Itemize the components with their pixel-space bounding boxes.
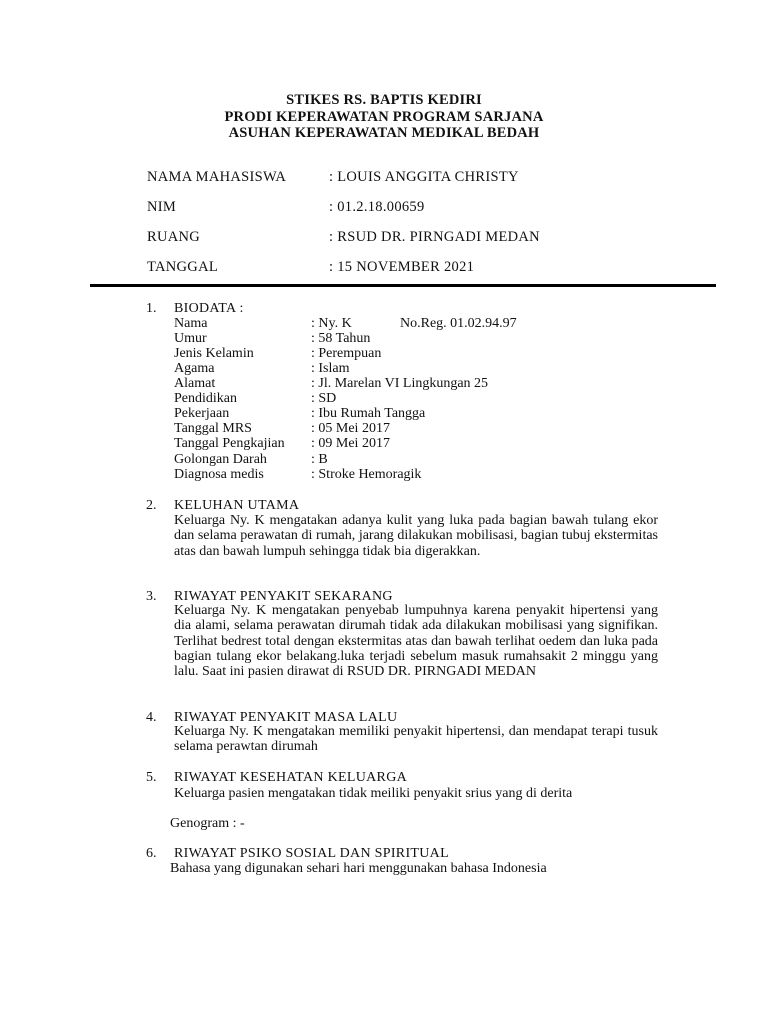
sekarang-text: Keluarga Ny. K mengatakan penyebab lumpuhnya karena penyakit hipertensi yang dia alami, selama perawatan dirumah tidak ada dilakukan mobilisasi yang signifikan. Terlihat bedrest total dengan ekstermitas atas dan bawah terlihat oedem dan luka pada bagian tulang ekor belakang.luka terjadi sebelum masuk rumahsakit 2 minggu yang lalu. Saat ini pasien dirawat di RSUD DR. PIRNGADI MEDAN	[174, 603, 658, 680]
header-institution: STIKES RS. BAPTIS KEDIRI	[286, 92, 482, 108]
nim-value: : 01.2.18.00659	[329, 199, 425, 215]
keluhan-text: Keluarga Ny. K mengatakan adanya kulit yang luka pada bagian bawah tulang ekor dan selama perawatan di rumah, jarang dilakukan mobilisasi, bagian tubuj ekstermitas atas dan bawah lumpuh sehingga tidak bia digerakkan.	[174, 513, 658, 559]
lalu-text: Keluarga Ny. K mengatakan memiliki penyakit hipertensi, dan mendapat terapi tusuk selama perawtan dirumah	[174, 724, 658, 755]
section-number: 4.	[146, 710, 157, 725]
room-value: : RSUD DR. PIRNGADI MEDAN	[329, 229, 540, 245]
bio-value-tanggal-pengkajian: : 09 Mei 2017	[311, 436, 390, 451]
bio-value-pekerjaan: : Ibu Rumah Tangga	[311, 406, 426, 421]
bio-label-tanggal-pengkajian: Tanggal Pengkajian	[174, 436, 285, 451]
bio-value-tanggal-mrs: : 05 Mei 2017	[311, 421, 390, 436]
bio-value-pendidikan: : SD	[311, 391, 337, 406]
bio-label-pekerjaan: Pekerjaan	[174, 406, 230, 421]
keluarga-title: RIWAYAT KESEHATAN KELUARGA	[174, 770, 408, 785]
date-label: TANGGAL	[147, 259, 219, 275]
bio-value-alamat: : Jl. Marelan VI Lingkungan 25	[311, 376, 489, 391]
sekarang-title: RIWAYAT PENYAKIT SEKARANG	[174, 589, 393, 604]
section-number: 1.	[146, 301, 157, 316]
bio-value-umur: : 58 Tahun	[311, 331, 371, 346]
bio-label-golongan-darah: Golongan Darah	[174, 452, 267, 467]
lalu-title: RIWAYAT PENYAKIT MASA LALU	[174, 710, 398, 725]
psiko-title: RIWAYAT PSIKO SOSIAL DAN SPIRITUAL	[174, 846, 449, 861]
section-number: 3.	[146, 589, 157, 604]
bio-value-jenis-kelamin: : Perempuan	[311, 346, 382, 361]
keluarga-text: Keluarga pasien mengatakan tidak meiliki penyakit srius yang di derita	[174, 786, 573, 801]
header-divider	[90, 284, 716, 287]
bio-value-diagnosa: : Stroke Hemoragik	[311, 467, 422, 482]
student-name-label: NAMA MAHASISWA	[147, 169, 287, 185]
bio-label-jenis-kelamin: Jenis Kelamin	[174, 346, 254, 361]
bio-label-pendidikan: Pendidikan	[174, 391, 237, 406]
room-label: RUANG	[147, 229, 201, 245]
section-number: 2.	[146, 498, 157, 513]
header-course: ASUHAN KEPERAWATAN MEDIKAL BEDAH	[228, 125, 540, 141]
genogram-line: Genogram : -	[170, 816, 245, 831]
bio-label-diagnosa: Diagnosa medis	[174, 467, 264, 482]
section-number: 6.	[146, 846, 157, 861]
bio-value-golongan-darah: : B	[311, 452, 328, 467]
bio-label-tanggal-mrs: Tanggal MRS	[174, 421, 252, 436]
bio-value-agama: : Islam	[311, 361, 350, 376]
bio-label-agama: Agama	[174, 361, 215, 376]
date-value: : 15 NOVEMBER 2021	[329, 259, 475, 275]
bio-label-alamat: Alamat	[174, 376, 216, 391]
bio-value-nama: : Ny. K	[311, 316, 352, 331]
nim-label: NIM	[147, 199, 177, 215]
biodata-title: BIODATA :	[174, 301, 244, 316]
psiko-text: Bahasa yang digunakan sehari hari menggunakan bahasa Indonesia	[170, 861, 547, 876]
bio-label-umur: Umur	[174, 331, 207, 346]
bio-reg-number: No.Reg. 01.02.94.97	[400, 316, 517, 331]
header-program: PRODI KEPERAWATAN PROGRAM SARJANA	[224, 109, 544, 125]
keluhan-title: KELUHAN UTAMA	[174, 498, 300, 513]
student-name-value: : LOUIS ANGGITA CHRISTY	[329, 169, 519, 185]
bio-label-nama: Nama	[174, 316, 208, 331]
section-number: 5.	[146, 770, 157, 785]
